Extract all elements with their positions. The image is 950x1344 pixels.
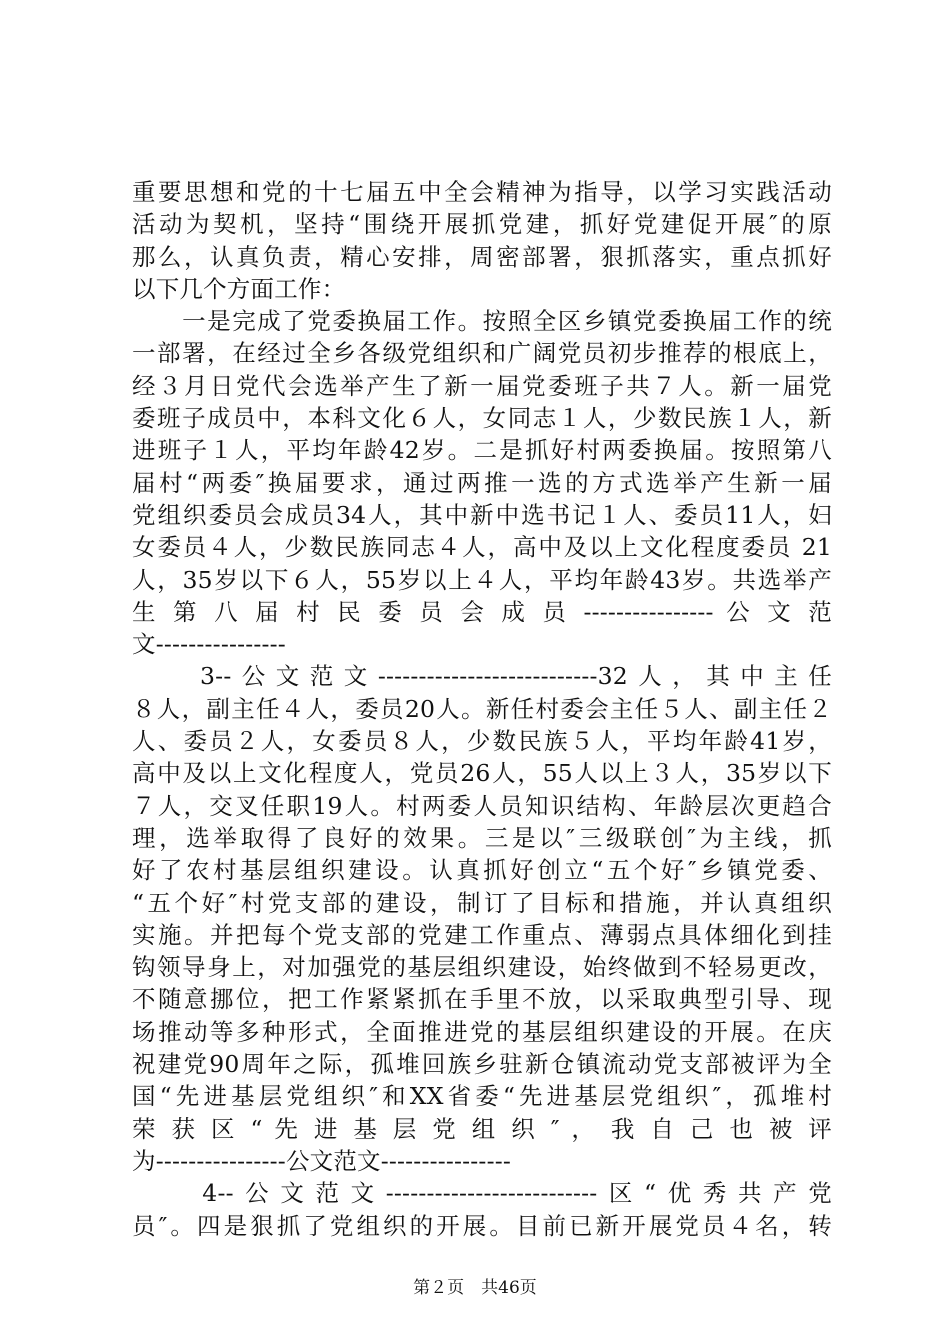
- text-line: 女委员４人，少数民族同志４人，高中及以上文化程度委员 21: [132, 533, 832, 562]
- text-line: 不随意挪位，把工作紧紧抓在手里不放，以采取典型引导、现: [132, 985, 832, 1014]
- body-text: [132, 176, 832, 1242]
- text-line: 届村“两委″换届要求，通过两推一选的方式选举产生新一届: [132, 468, 832, 497]
- text-line: 人、委员２人，女委员８人，少数民族５人，平均年龄41岁，: [132, 727, 832, 756]
- text-line: 那么，认真负责，精心安排，周密部署，狠抓落实，重点抓好: [132, 242, 832, 271]
- text-line: 荣 获 区 “ 先 进 基 层 党 组 织 ″ ， 我 自 己 也 被 评: [132, 1114, 832, 1143]
- text-line: 一是完成了党委换届工作。按照全区乡镇党委换届工作的统: [132, 307, 832, 336]
- text-line: 党组织委员会成员34人，其中新中选书记１人、委员11人，妇: [132, 500, 832, 529]
- text-line: 钩领导身上，对加强党的基层组织建设，始终做到不轻易更改，: [132, 953, 832, 982]
- text-line: 实施。并把每个党支部的党建工作重点、薄弱点具体细化到挂: [132, 920, 832, 949]
- text-line: ８人，副主任４人，委员20人。新任村委会主任５人、副主任２: [132, 694, 832, 723]
- text-line: 委班子成员中，本科文化６人，女同志１人，少数民族１人，新: [132, 404, 832, 433]
- text-line: 3--公文范文---------------------------32人，其中主任: [132, 662, 832, 691]
- text-line: 经３月日党代会选举产生了新一届党委班子共７人。新一届党: [132, 371, 832, 400]
- text-line: 4--公文范文--------------------------区“优秀共产党: [132, 1179, 832, 1208]
- text-line: 祝建党90周年之际，孤堆回族乡驻新仓镇流动党支部被评为全: [132, 1050, 832, 1079]
- text-line: 国“先进基层党组织″和XX省委“先进基层党组织″，孤堆村: [132, 1082, 832, 1111]
- text-line: 高中及以上文化程度人，党员26人，55人以上３人，35岁以下: [132, 759, 832, 788]
- text-line: 活动为契机，坚持“围绕开展抓党建，抓好党建促开展″的原: [132, 210, 832, 239]
- text-line: 生 第 八 届 村 民 委 员 会 成 员 ---------------- 公 文 范: [132, 597, 832, 626]
- text-line: 好了农村基层组织建设。认真抓好创立“五个好″乡镇党委、: [132, 856, 832, 885]
- text-line: ７人，交叉任职19人。村两委人员知识结构、年龄层次更趋合: [132, 791, 832, 820]
- text-line: 理，选举取得了良好的效果。三是以″三级联创″为主线，抓: [132, 823, 832, 852]
- text-line: 场推动等多种形式，全面推进党的基层组织建设的开展。在庆: [132, 1017, 832, 1046]
- text-line: “五个好″村党支部的建设，制订了目标和措施，并认真组织: [132, 888, 832, 917]
- text-line: 一部署，在经过全乡各级党组织和广阔党员初步推荐的根底上，: [132, 339, 832, 368]
- text-line: 以下几个方面工作：: [132, 274, 346, 303]
- text-line: 重要思想和党的十七届五中全会精神为指导，以学习实践活动: [132, 178, 832, 206]
- page-footer: 第２页 共46页: [413, 1278, 537, 1298]
- text-line: 员″。四是狠抓了党组织的开展。目前已新开展党员４名，转: [132, 1211, 832, 1240]
- text-line: 进班子１人，平均年龄42岁。二是抓好村两委换届。按照第八: [132, 436, 832, 465]
- text-line: 为----------------公文范文----------------: [132, 1146, 511, 1175]
- text-line: 人，35岁以下６人，55岁以上４人，平均年龄43岁。共选举产: [132, 565, 832, 594]
- text-line: 文----------------: [132, 630, 286, 659]
